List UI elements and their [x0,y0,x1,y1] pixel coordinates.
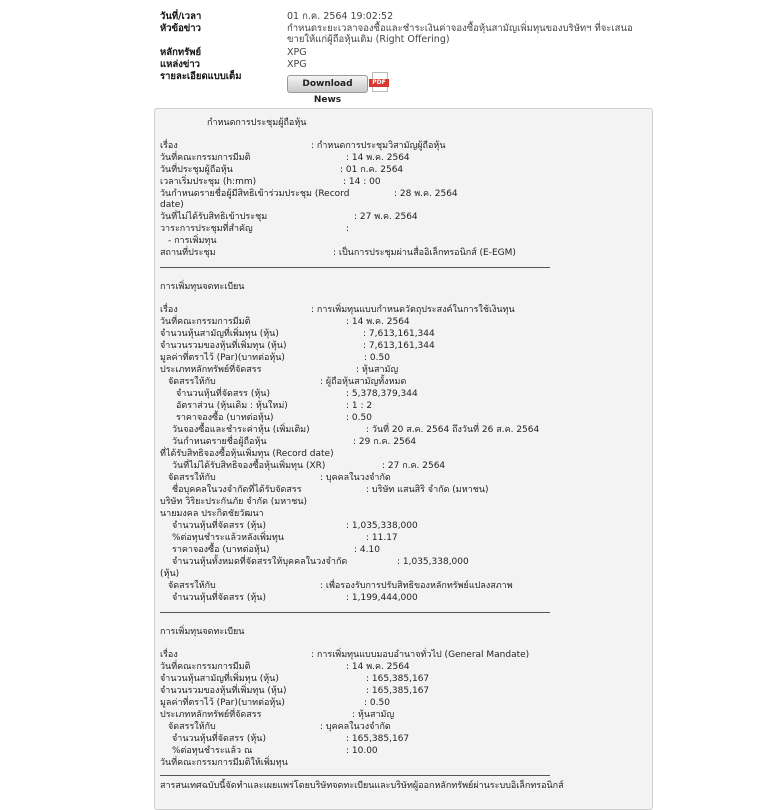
content-line: กำหนดการประชุมผู้ถือหุ้น [207,118,307,128]
content-line: : 7,613,161,344 [363,329,435,339]
meta-label-security: หลักทรัพย์ [160,47,202,58]
content-line: : การเพิ่มทุนแบบกำหนดวัตถุประสงค์ในการใช้เงินทุน [311,305,515,315]
content-line: ราคาจองซื้อ (บาทต่อหุ้น) [172,545,270,555]
content-line: วันกำหนดรายชื่อผู้ถือหุ้น [172,437,267,447]
content-line: วันที่ไม่ได้รับสิทธิเข้าประชุม [160,212,268,222]
content-line: วันที่คณะกรรมการมีมติให้เพิ่มทุน [160,758,288,768]
content-line: จำนวนหุ้นที่จัดสรร (หุ้น) [172,521,266,531]
content-line: ประเภทหลักทรัพย์ที่จัดสรร [160,710,262,720]
content-line: วันที่ประชุมผู้ถือหุ้น [160,165,233,175]
content-line: : 29 ก.ค. 2564 [353,437,417,447]
content-line: : 4.10 [354,545,380,555]
content-line: ที่ได้รับสิทธิจองซื้อหุ้นเพิ่มทุน (Record date) [160,449,334,459]
content-line: : 14 พ.ค. 2564 [346,153,410,163]
meta-label-datetime: วันที่/เวลา [160,11,202,22]
meta-value-source: XPG [287,59,307,70]
content-line: : ผู้ถือหุ้นสามัญทั้งหมด [320,377,407,387]
content-line: : 7,613,161,344 [363,341,435,351]
content-line: มูลค่าที่ตราไว้ (Par)(บาทต่อหุ้น) [160,698,285,708]
content-line: จัดสรรให้กับ [168,581,216,591]
content-line: (หุ้น) [160,569,180,579]
content-line: date) [160,200,184,210]
content-line: : บุคคลในวงจำกัด [320,473,391,483]
section-divider [160,775,550,776]
content-line: วันจองซื้อและชำระค่าหุ้น (เพิ่มเติม) [172,425,310,435]
meta-value-security: XPG [287,47,307,58]
content-line: : 0.50 [346,413,372,423]
content-line: เรื่อง [160,141,178,151]
content-line: จำนวนรวมของหุ้นที่เพิ่มทุน (หุ้น) [160,686,287,696]
content-line: : 10.00 [346,746,378,756]
section-divider [160,612,550,613]
content-line: จำนวนรวมของหุ้นที่เพิ่มทุน (หุ้น) [160,341,287,351]
meta-label-headline: หัวข้อข่าว [160,23,201,34]
meta-label-fulldetail: รายละเอียดแบบเต็ม [160,71,242,82]
content-line: วันที่คณะกรรมการมีมติ [160,317,251,327]
content-line: : 27 ก.ค. 2564 [382,461,446,471]
download-news-button[interactable]: Download News [287,75,368,93]
content-line: การเพิ่มทุนจดทะเบียน [160,282,245,292]
content-line: : 1,035,338,000 [397,557,469,567]
content-line: : 1 : 2 [346,401,373,411]
content-line: : 165,385,167 [346,734,410,744]
content-line: จำนวนหุ้นที่จัดสรร (หุ้น) [176,389,270,399]
content-line: : 01 ก.ค. 2564 [340,165,404,175]
content-line: : 14 พ.ค. 2564 [346,662,410,672]
content-line: ประเภทหลักทรัพย์ที่จัดสรร [160,365,262,375]
content-line: : กำหนดการประชุมวิสามัญผู้ถือหุ้น [311,141,446,151]
content-line: : หุ้นสามัญ [352,710,395,720]
content-line: : เป็นการประชุมผ่านสื่ออิเล็กทรอนิกส์ (E-EGM) [333,248,516,258]
content-line: เรื่อง [160,650,178,660]
content-line: : 14 พ.ค. 2564 [346,317,410,327]
content-line: วาระการประชุมที่สำคัญ [160,224,253,234]
content-line: : เพื่อรองรับการปรับสิทธิของหลักทรัพย์แปลงสภาพ [320,581,513,591]
content-line: การเพิ่มทุนจดทะเบียน [160,627,245,637]
content-line: เรื่อง [160,305,178,315]
content-line: : 0.50 [364,353,390,363]
content-line: %ต่อทุนชำระแล้วหลังเพิ่มทุน [172,533,284,543]
content-line: : การเพิ่มทุนแบบมอบอำนาจทั่วไป (General Mandate) [311,650,530,660]
content-line: อัตราส่วน (หุ้นเดิม : หุ้นใหม่) [176,401,288,411]
meta-value-datetime: 01 ก.ค. 2564 19:02:52 [287,11,394,22]
content-line: : วันที่ 20 ส.ค. 2564 ถึงวันที่ 26 ส.ค. 2564 [366,425,540,435]
content-line: ชื่อบุคคลในวงจำกัดที่ได้รับจัดสรร [172,485,302,495]
content-line: วันกำหนดรายชื่อผู้มีสิทธิเข้าร่วมประชุม (Record [160,189,350,199]
content-line: : 5,378,379,344 [346,389,418,399]
content-line: : บริษัท แสนสิริ จำกัด (มหาชน) [366,485,489,495]
content-line: : 165,385,167 [366,674,430,684]
content-line: : 1,199,444,000 [346,593,418,603]
content-line: จำนวนหุ้นที่จัดสรร (หุ้น) [172,734,266,744]
pdf-icon[interactable] [369,72,389,92]
content-line: นายมงคล ประกิตชัยวัฒนา [160,509,264,519]
content-line: %ต่อทุนชำระแล้ว ณ [172,746,253,756]
content-line: : หุ้นสามัญ [356,365,399,375]
content-line: จำนวนหุ้นสามัญที่เพิ่มทุน (หุ้น) [160,674,279,684]
section-divider [160,267,550,268]
content-line: ราคาจองซื้อ (บาทต่อหุ้น) [176,413,274,423]
content-line: จัดสรรให้กับ [168,473,216,483]
content-line: : 11.17 [366,533,398,543]
content-line: วันที่คณะกรรมการมีมติ [160,662,251,672]
content-line: - การเพิ่มทุน [168,236,217,246]
content-line: จัดสรรให้กับ [168,722,216,732]
content-line: วันที่คณะกรรมการมีมติ [160,153,251,163]
content-line: : 165,385,167 [366,686,430,696]
content-line: : 1,035,338,000 [346,521,418,531]
content-line: สถานที่ประชุม [160,248,216,258]
content-line: : 0.50 [364,698,390,708]
pdf-tag: PDF [369,79,389,87]
content-line: สารสนเทศฉบับนี้จัดทำและเผยแพร่โดยบริษัทจดทะเบียนและบริษัทผู้ออกหลักทรัพย์ผ่านระบบอิเล็กทรอนิกส์ [160,781,564,791]
content-line: : 27 พ.ค. 2564 [354,212,418,222]
content-line: วันที่ไม่ได้รับสิทธิจองซื้อหุ้นเพิ่มทุน (XR) [172,461,326,471]
content-line: : [346,224,350,234]
content-line: จำนวนหุ้นทั้งหมดที่จัดสรรให้บุคคลในวงจำกัด [172,557,348,567]
content-line: : 28 พ.ค. 2564 [394,189,458,199]
content-line: : บุคคลในวงจำกัด [320,722,391,732]
content-line: จำนวนหุ้นสามัญที่เพิ่มทุน (หุ้น) [160,329,279,339]
content-line: บริษัท วิริยะประกันภัย จำกัด (มหาชน) [160,497,308,507]
content-line: จัดสรรให้กับ [168,377,216,387]
meta-value-headline: กำหนดระยะเวลาจองซื้อและชำระเงินค่าจองซื้อหุ้นสามัญเพิ่มทุนของบริษัทฯ ที่จะเสนอขายให้แก่ผู้ถือหุ้นเดิม (Right Offering) [287,23,633,45]
content-line: : 14 : 00 [343,177,381,187]
content-line: มูลค่าที่ตราไว้ (Par)(บาทต่อหุ้น) [160,353,285,363]
meta-label-source: แหล่งข่าว [160,59,201,70]
content-line: จำนวนหุ้นที่จัดสรร (หุ้น) [172,593,266,603]
content-line: เวลาเริ่มประชุม (h:mm) [160,177,257,187]
